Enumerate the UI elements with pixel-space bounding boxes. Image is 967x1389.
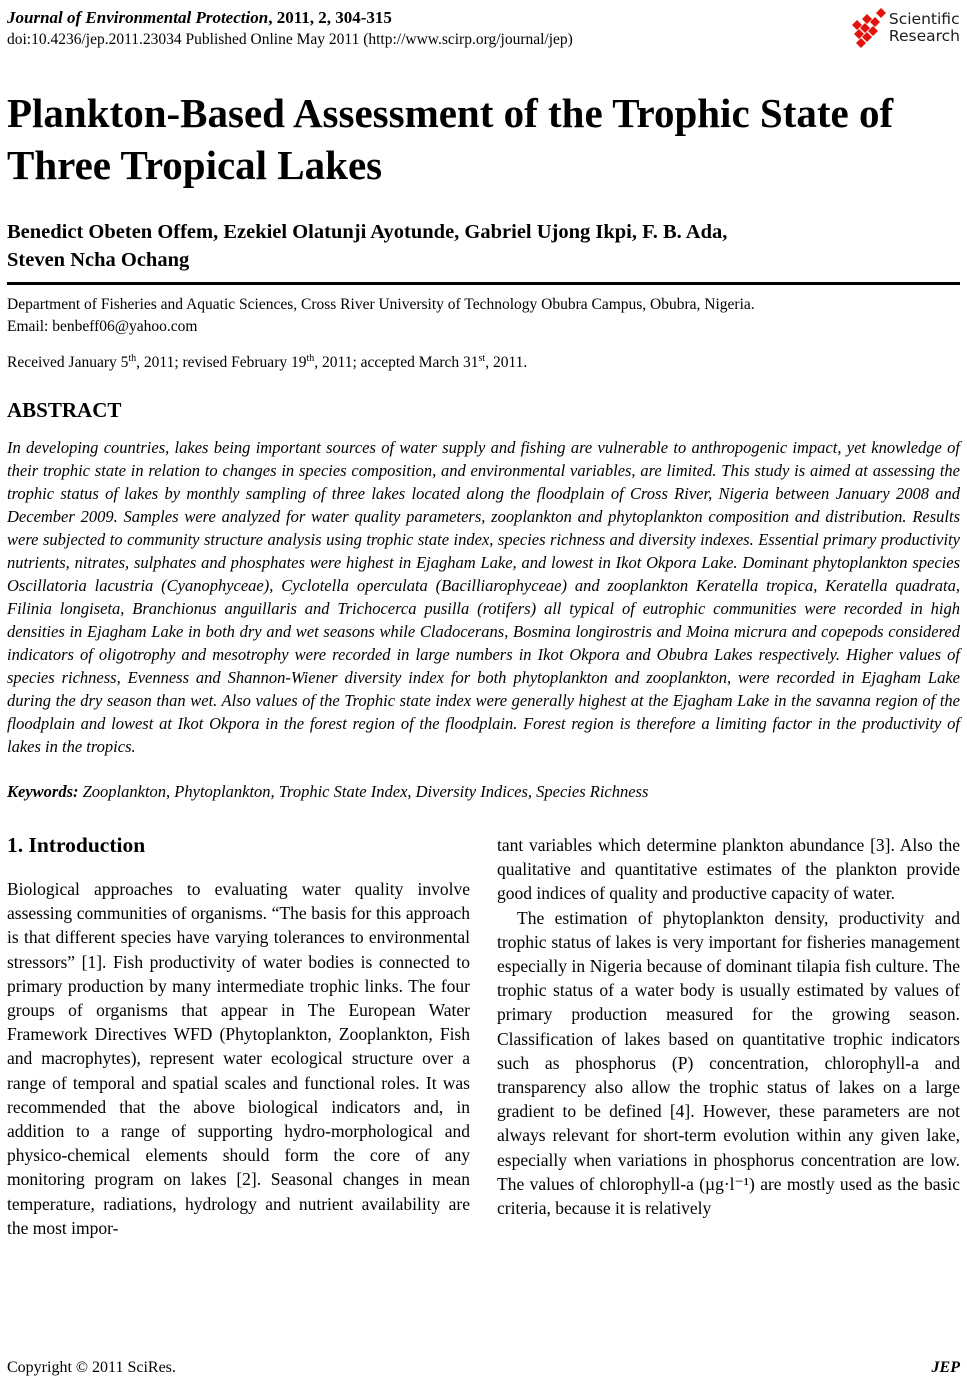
doi-line: doi:10.4236/jep.2011.23034 Published Online May 2011 (http://www.scirp.org/journal/jep) [7,31,573,48]
received-sup-1: th [128,352,137,364]
keywords-label: Keywords: [7,782,79,801]
received-text-1: Received January 5 [7,354,129,371]
page-footer [7,1359,960,1377]
authors-line2: Steven Ncha Ochang [7,249,190,271]
logo-text-line1: Scientific [888,10,960,28]
keywords-line [7,782,960,802]
abstract-body: In developing countries, lakes being important sources of water supply and fishing are vulnerable to anthropogenic impact, yet knowledge of their trophic state in relation to changes in species composition, and environmental variables, are limited. This study is aimed at assessing the trophic status of lakes by monthly sampling of three lakes located along the floodplain of Cross River, Nigeria between January 2008 and December 2009. Samples were analyzed for water quality parameters, zooplankton and phytoplankton composition and distribution. Results were subjected to community structure analysis using trophic state index, species richness and diversity indexes. Essential primary productivity nutrients, nitrates, sulphates and phosphates were highest in Ejagham Lake, and lowest in Ikot Okpora Lake. Dominant phytoplankton species Oscillatoria lacustria (Cyanophyceae), Cyclotella operculata (Bacilliarophyceae) and zooplankton Keratella tropica, Keratella quadrata, Filinia longiseta, Branchionus anguillaris and Trichocerca pusilla (rotifers) all typical of eutrophic communities were recorded in high densities in Ejagham Lake in both dry and wet seasons while Cladocerans, Bosmina longirostris and Moina micrura and copepods considered indicators of oligotrophy and mesotrophy were recorded in large numbers in Ikot Okpora and Obubra Lakes respectively. Higher values of species richness, Evenness and Shannon-Wiener diversity index for both phytoplankton and zooplankton, were recorded in Ejagham Lake during the dry season than wet. Also values of the Trophic state index were generally highest at the Ejagham Lake in the savanna region of the floodplain and lowest at Ikot Okpora in the forest region of the floodplain. Forest region is therefore a limiting factor in the productivity of lakes in the tropics. [7,438,960,756]
received-text-2: , 2011; revised February 19 [136,354,307,371]
email-line: Email: benbeff06@yahoo.com [7,317,198,335]
copyright: Copyright © 2011 SciRes. [7,1359,176,1376]
received-text-4: , 2011. [485,354,528,371]
authors-line1: Benedict Obeten Offem, Ezekiel Olatunji Ayotunde, Gabriel Ujong Ikpi, F. B. Ada, [7,221,728,243]
received-sup-2: th [306,352,315,364]
journal-header [7,7,960,51]
received-text-3: , 2011; accepted March 31 [314,354,479,371]
received-line [7,354,960,372]
introduction-heading: 1. Introduction [7,833,146,857]
publisher-logo [843,7,960,51]
intro-paragraph-2: tant variables which determine plankton abundance [3]. Also the qualitative and quantitative estimates of the plankton provide good indices of quality and productive capacity of water. [497,835,960,904]
journal-header-text [7,7,573,50]
intro-paragraph-3: The estimation of phytoplankton density, productivity and trophic status of lakes is very important for fisheries management especially in Nigeria because of dominant tilapia fish culture. The trophic status of a water body is usually estimated by values of primary production measured for the growing season. Classification of lakes based on quantitative trophic indicators such as phosphorus (P) concentration, chlorophyll-a and transparency also allow the trophic status of lakes on a large gradient to be defined [4]. However, these parameters are not always relevant for short-term evolution within any given lake, especially when variations in phosphorus concentration are low. The values of chlorophyll-a (µg·l⁻¹) are mostly used as the basic criteria, because it is relatively [497,907,960,1219]
column-right [497,833,960,1240]
journal-title: Journal of Environmental Protection [7,8,269,27]
journal-citation: , 2011, 2, 304-315 [268,8,392,27]
article-title [7,87,960,191]
column-left [7,833,470,1240]
keywords-list: Zooplankton, Phytoplankton, Trophic State Index, Diversity Indices, Species Richness [78,782,649,801]
scirp-diamonds-icon [843,7,889,51]
intro-paragraph-1: Biological approaches to evaluating water quality involve assessing communities of organisms. “The basis for this approach is that different species have varying tolerances to environmental stressors” [1]. Fish productivity of water bodies is connected to primary production by many intermediate trophic links. The four groups of organisms that appear in The European Water Framework Directives WFD (Phytoplankton, Zooplankton, Fish and macrophytes), represent water ecological structure over a range of temporal and spatial scales and functional roles. It was recommended that the above biological indicators and, in addition to a range of supporting hydro-morphological and physico-chemical elements should form the core of any monitoring program on lakes [2]. Seasonal changes in mean temperature, radiations, hydrology and nutrient availability are the most impor- [7,879,470,1238]
article-title-line1: Plankton-Based Assessment of the Trophic State of [7,90,894,136]
received-sup-3: st [478,352,486,364]
authors-rule [7,282,960,285]
authors [7,218,960,274]
journal-citation-line [7,7,573,29]
publisher-logo-text [889,11,960,44]
affiliation: Department of Fisheries and Aquatic Sciences, Cross River University of Technology Obubra Campus, Obubra, Nigeria. [7,296,755,313]
introduction-section [7,833,960,1240]
article-title-line2: Three Tropical Lakes [7,142,383,188]
logo-text-line2: Research [888,26,960,45]
journal-abbrev: JEP [931,1359,960,1376]
abstract-heading: ABSTRACT [7,398,122,422]
